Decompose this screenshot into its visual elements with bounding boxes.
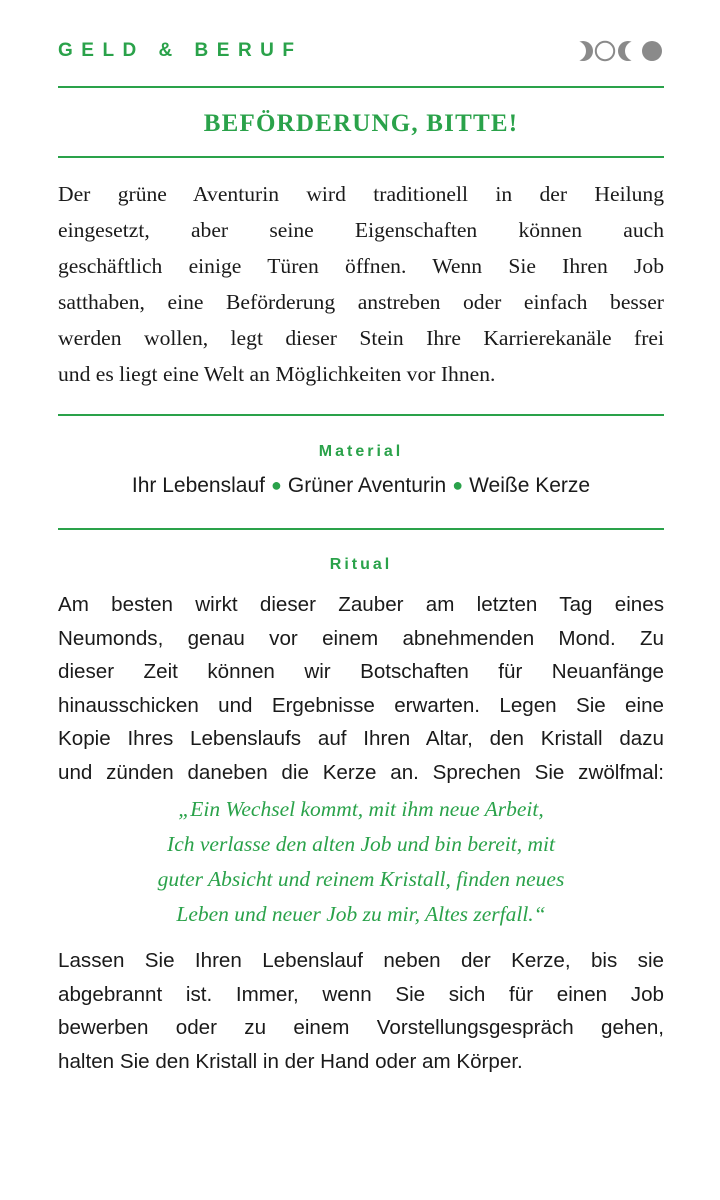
waning-crescent-moon-icon (572, 41, 593, 61)
closing-line: Lassen Sie Ihren Lebenslauf neben der Kerze, bis sie (58, 949, 664, 972)
spell-line: Ich verlasse den alten Job und bin bereit, mit (167, 832, 555, 856)
bullet-icon: ● (270, 475, 282, 495)
material-label: Material (318, 443, 404, 460)
page-header (58, 38, 664, 66)
material-item: Grüner Aventurin (287, 474, 447, 497)
intro-line: eingesetzt, aber seine Eigenschaften können auch (58, 218, 664, 242)
divider (58, 156, 664, 158)
bullet-icon: ● (452, 475, 464, 495)
closing-line: abgebrannt ist. Immer, wenn Sie sich für einen Job (58, 982, 664, 1006)
waxing-crescent-moon-icon (618, 41, 645, 61)
closing-line: halten Sie den Kristall in der Hand oder am Körper. (58, 1049, 523, 1073)
spell-line: Leben und neuer Job zu mir, Altes zerfall.“ (176, 902, 546, 926)
page-title: BEFÖRDERUNG, BITTE! (203, 110, 519, 137)
material-list (58, 474, 664, 498)
material-item: Ihr Lebenslauf (131, 474, 265, 497)
new-moon-icon (596, 42, 614, 60)
intro-paragraph (58, 176, 664, 392)
spell-line: guter Absicht und reinem Kristall, finden neues (157, 867, 565, 891)
divider (58, 414, 664, 416)
ritual-line: dieser Zeit können wir Botschaften für Neuanfänge (58, 660, 664, 684)
moon-phases (572, 38, 664, 64)
intro-line: geschäftlich einige Türen öffnen. Wenn Sie Ihren Job (58, 254, 664, 278)
ritual-line: hinausschicken und Ergebnisse erwarten. Legen Sie eine (58, 693, 664, 717)
ritual-line: Kopie Ihres Lebenslaufs auf Ihren Altar, den Kristall dazu (58, 727, 664, 751)
book-page (58, 0, 664, 1200)
ritual-paragraph (58, 588, 664, 790)
section-title: GELD & BERUF (58, 40, 303, 61)
ritual-line: und zünden daneben die Kerze an. Sprechen Sie zwölfmal: (58, 760, 664, 784)
intro-line: Der grüne Aventurin wird traditionell in der Heilung (58, 182, 664, 206)
closing-paragraph (58, 944, 664, 1078)
spell-quote (58, 792, 664, 932)
material-item: Weiße Kerze (469, 474, 591, 497)
ritual-label: Ritual (329, 556, 393, 573)
intro-line: und es liegt eine Welt an Möglichkeiten vor Ihnen. (58, 362, 496, 386)
divider (58, 528, 664, 530)
intro-line: werden wollen, legt dieser Stein Ihre Karrierekanäle frei (58, 326, 664, 350)
divider (58, 86, 664, 88)
closing-line: bewerben oder zu einem Vorstellungsgespräch gehen, (58, 1016, 664, 1040)
ritual-line: Neumonds, genau vor einem abnehmenden Mond. Zu (58, 626, 664, 650)
intro-line: satthaben, eine Beförderung anstreben oder einfach besser (58, 290, 664, 314)
ritual-line: Am besten wirkt dieser Zauber am letzten Tag eines (58, 593, 664, 616)
full-moon-icon (642, 41, 662, 61)
spell-line: „Ein Wechsel kommt, mit ihm neue Arbeit, (178, 797, 544, 821)
